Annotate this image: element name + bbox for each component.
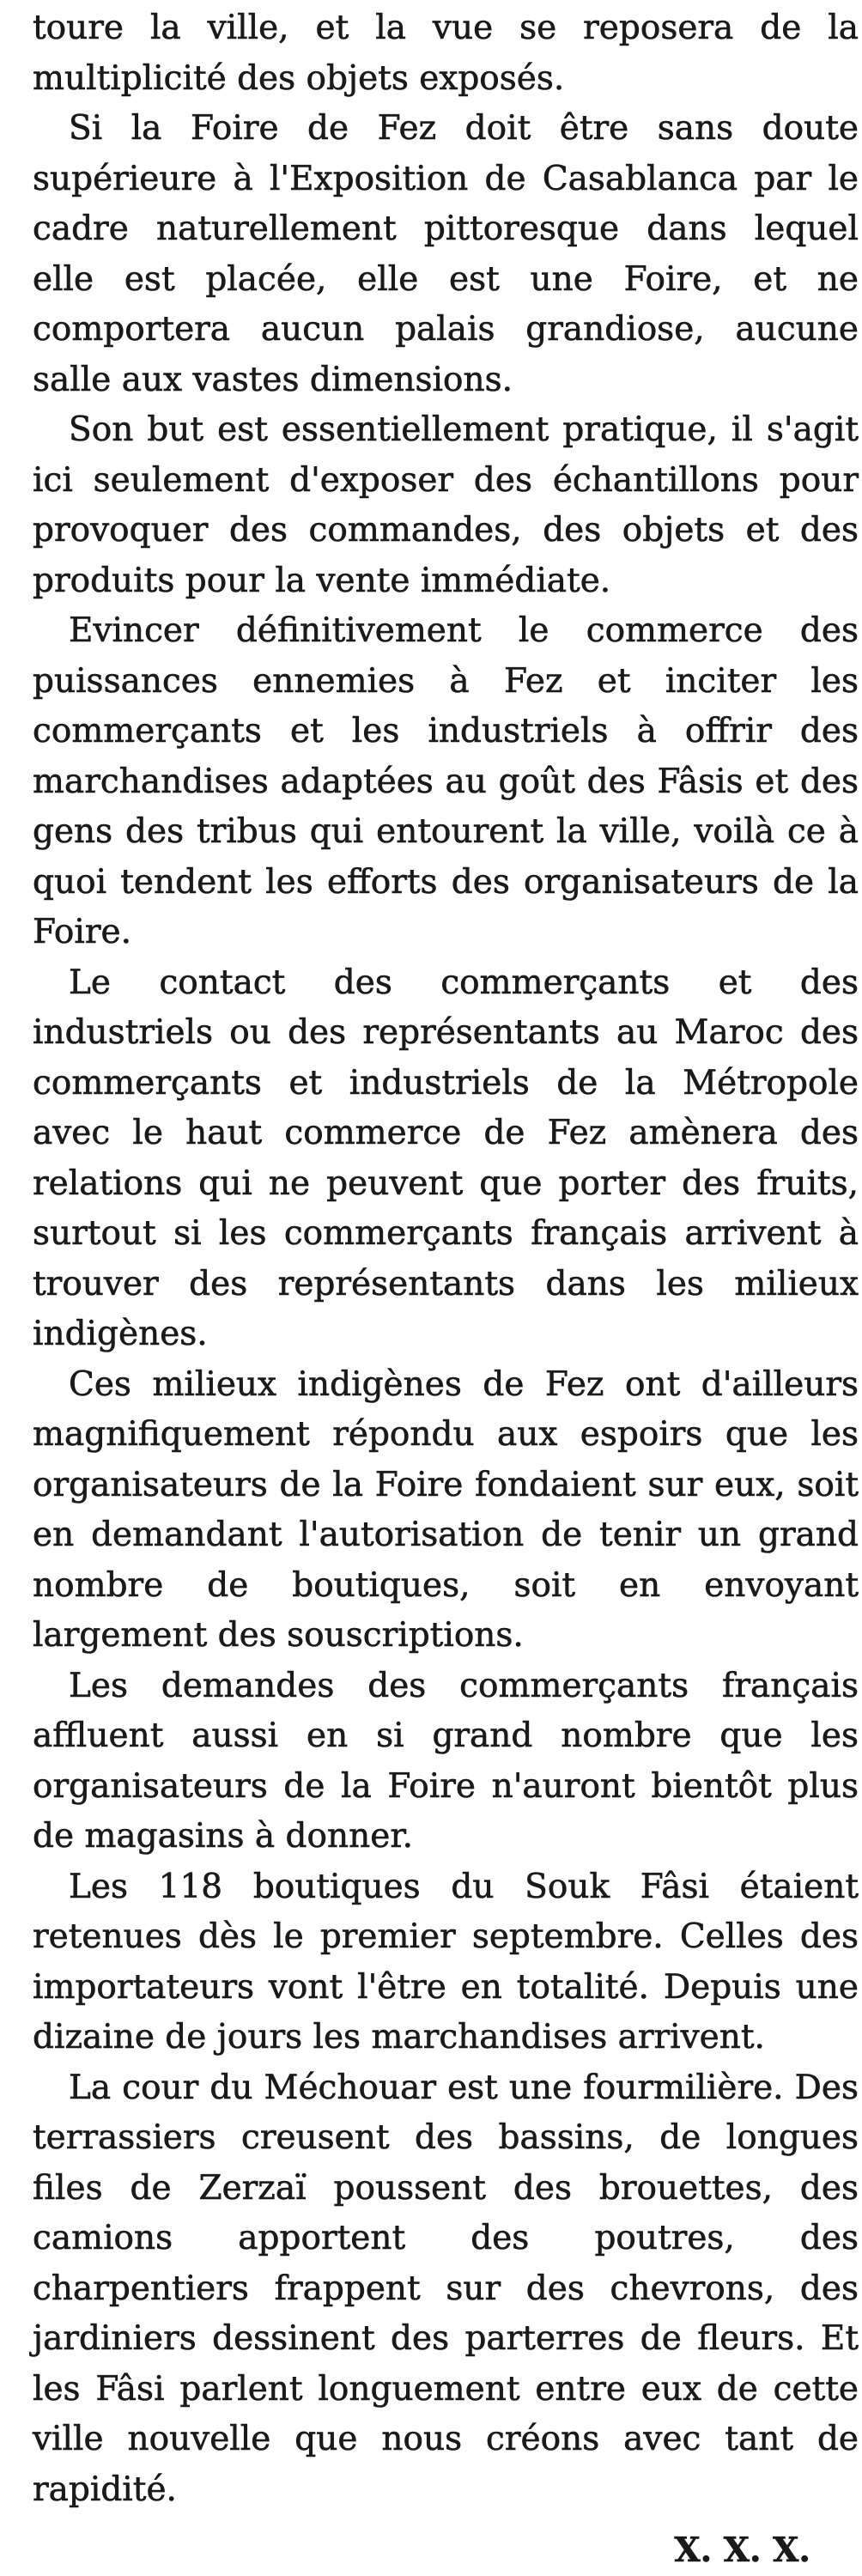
paragraph-evincer-commerce: Evincer définitivement le commerce des puissances ennemies à Fez et inciter les commerçants et les industriels à offrir des marchandises adaptées au goût des Fâsis et des gens des tribus qui entourent la ville, voilà ce à quoi tendent les efforts des organisateurs de la Foire. (33, 611, 859, 951)
paragraph-demandes-commercants: Les demandes des commerçants français affluent aussi en si grand nombre que les organisateurs de la Foire n'auront bientôt plus de magasins à donner. (33, 1666, 859, 1856)
paragraph-foire-vs-exposition: Si la Foire de Fez doit être sans doute supérieure à l'Exposition de Casablanca par le cadre naturellement pittoresque dans lequel elle est placée, elle est une Foire, et ne comportera aucun palais grandiose, aucune salle aux vastes dimensions. (33, 109, 859, 399)
paragraph-contact-commercants: Le contact des commerçants et des industriels ou des représentants au Maroc des commerçants et industriels de la Métropole avec le haut commerce de Fez amènera des relations qui ne peuvent que porter des fruits, surtout si les commerçants français arrivent à trouver des représentants dans les milieux indigènes. (33, 963, 859, 1353)
paragraph-milieux-indigenes: Ces milieux indigènes de Fez ont d'ailleurs magnifiquement répondu aux espoirs que les organisateurs de la Foire fondaient sur eux, soit en demandant l'autorisation de tenir un grand nombre de boutiques, soit en envoyant largement des souscriptions. (33, 1364, 859, 1655)
article-column (33, 3, 859, 2576)
paragraph-boutiques-souk: Les 118 boutiques du Souk Fâsi étaient retenues dès le premier septembre. Celles des importateurs vont l'être en totalité. Depuis une dizaine de jours les marchandises arrivent. (33, 1867, 859, 2057)
paragraph-continuation: toure la ville, et la vue se reposera de la multiplicité des objets exposés. (33, 9, 859, 98)
paragraph-but-pratique: Son but est essentiellement pratique, il s'agit ici seulement d'exposer des échantillons pour provoquer des commandes, des objets et des produits pour la vente immédiate. (33, 410, 859, 600)
paragraph-cour-mechouar: La cour du Méchouar est une fourmilière. Des terrassiers creusent des bassins, de longues files de Zerzaï poussent des brouettes, des camions apportent des poutres, des charpentiers frappent sur des chevrons, des jardiniers dessinent des parterres de fleurs. Et les Fâsi parlent longuement entre eux de cette ville nouvelle que nous créons avec tant de rapidité. (33, 2068, 859, 2509)
author-signature: X. X. X. (674, 2530, 810, 2570)
